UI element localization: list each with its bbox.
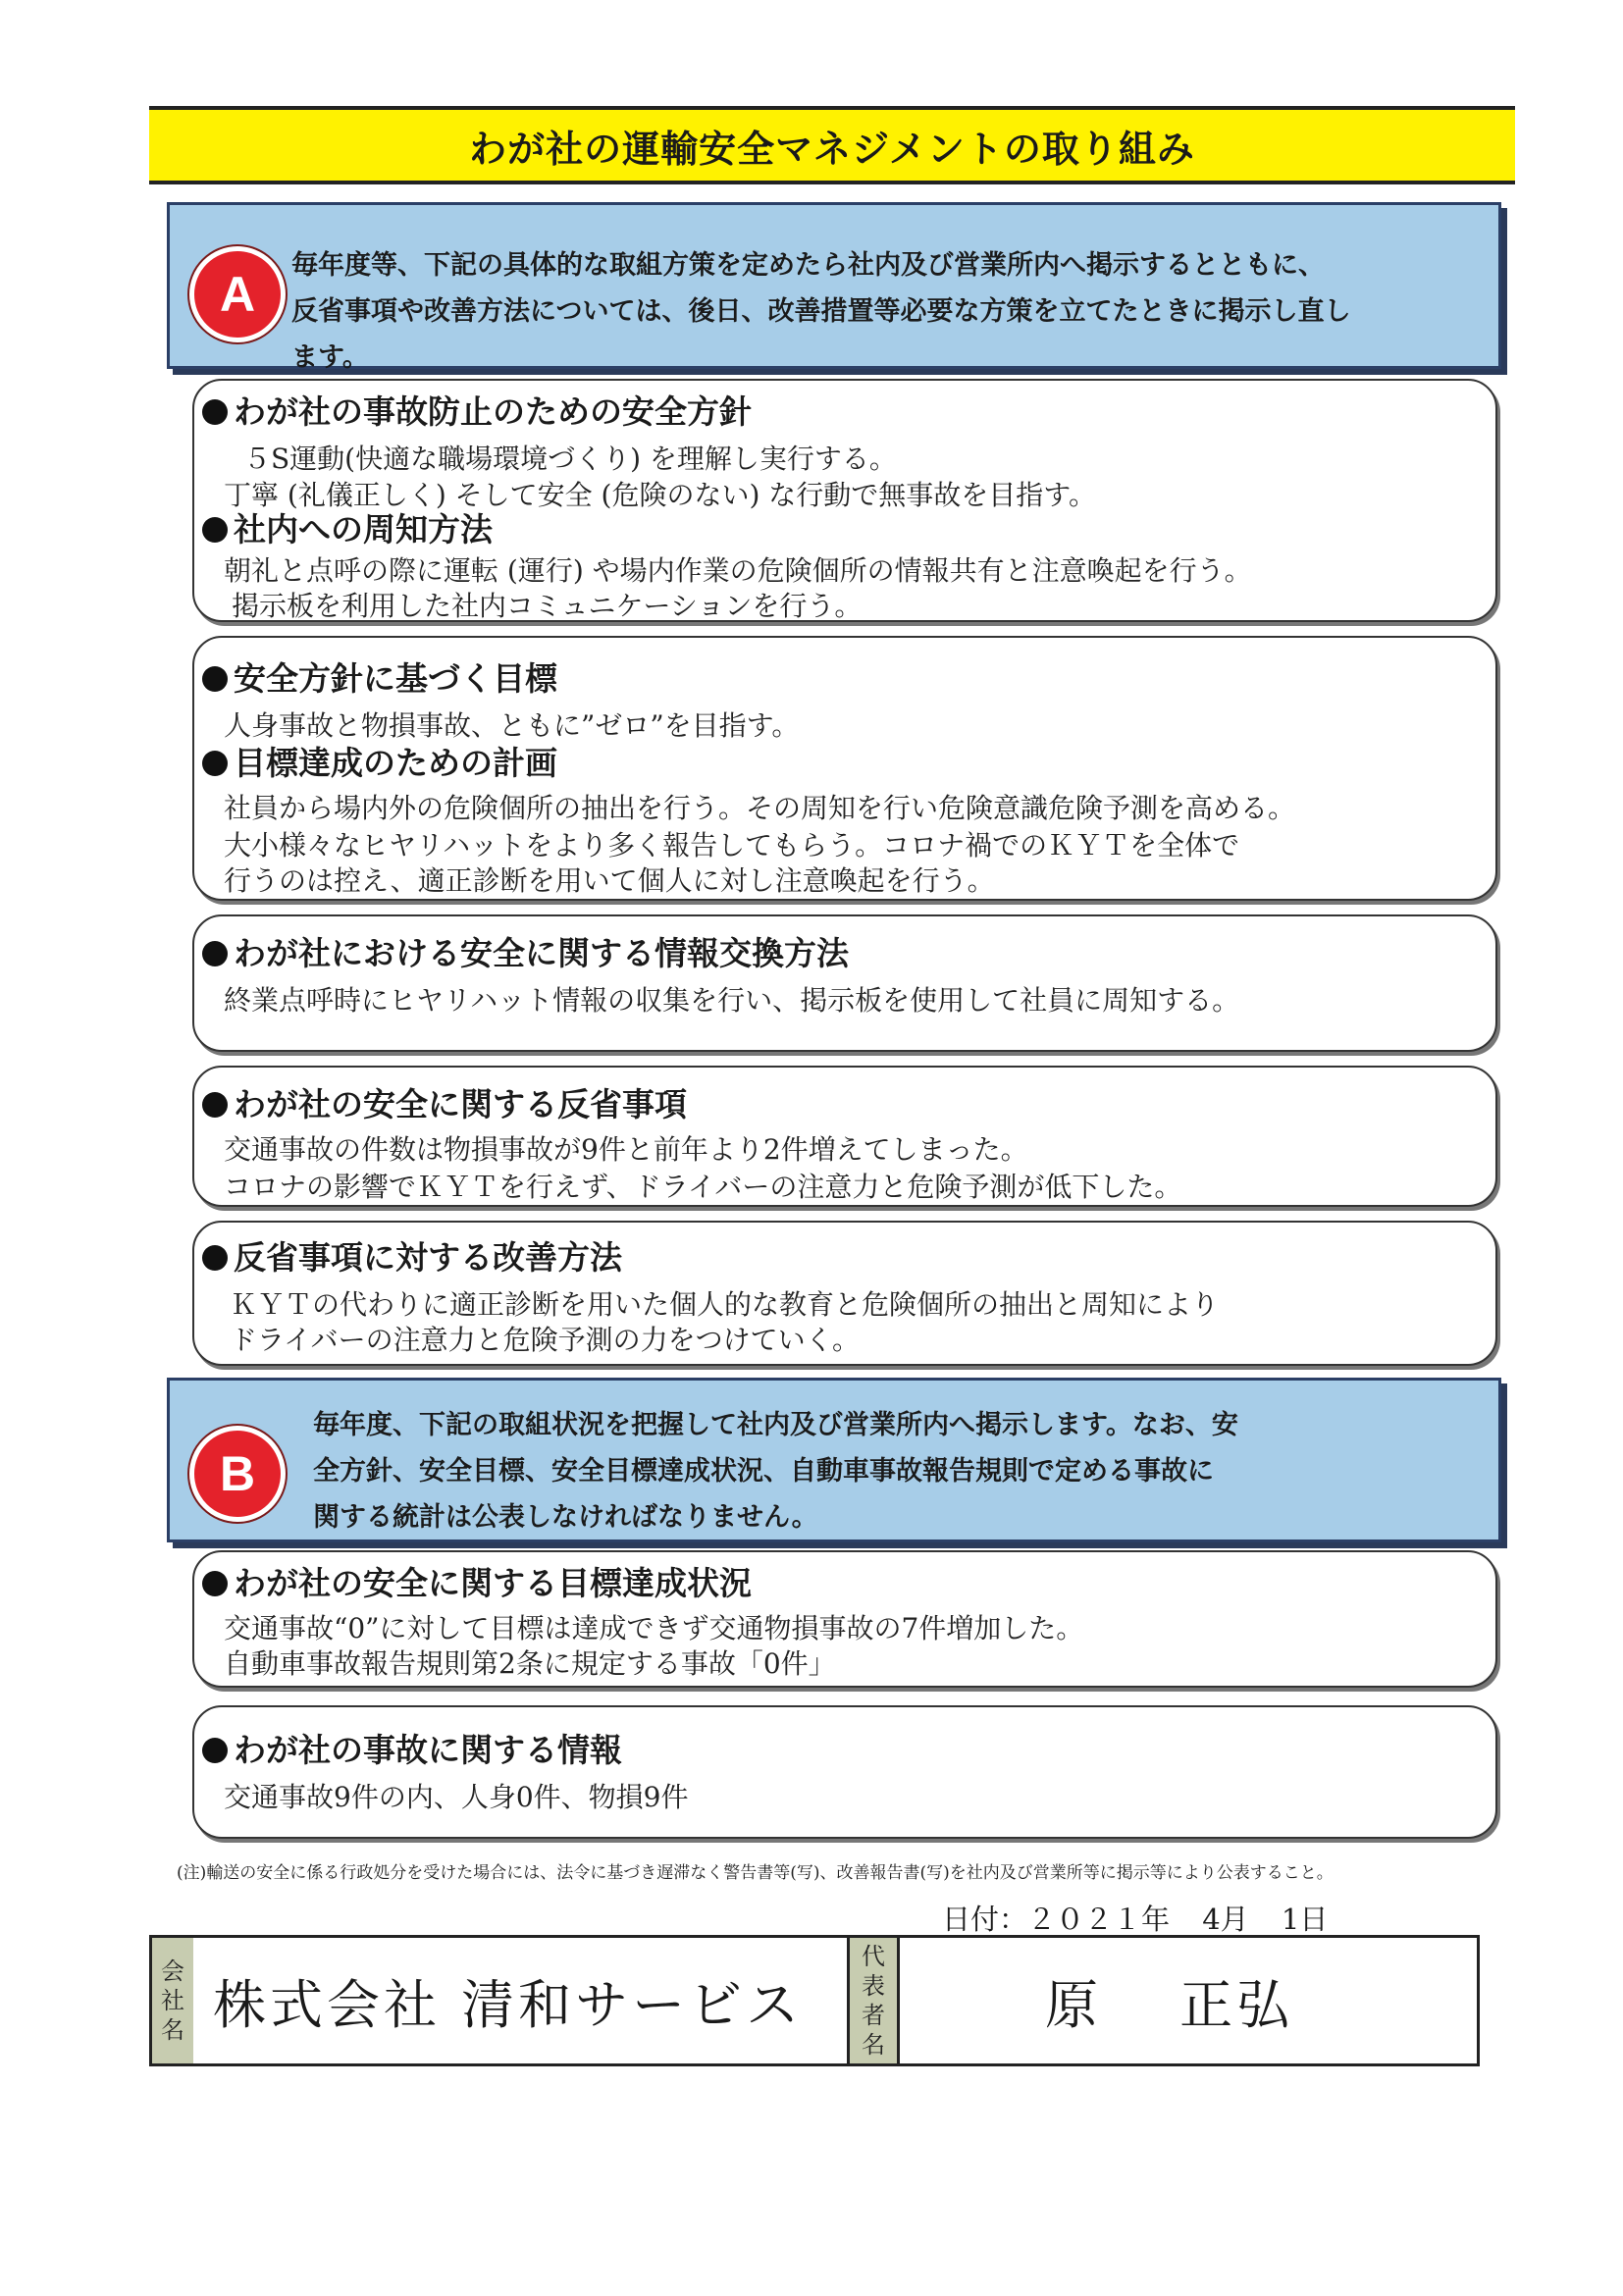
body-text: 自動車事故報告規則第2条に規定する事故「0件」 — [224, 1647, 836, 1680]
info-box-b-line: 全方針、安全目標、安全目標達成状況、自動車事故報告規則で定める事故に — [313, 1456, 1214, 1487]
date-month: 4月 — [1202, 1903, 1249, 1936]
info-box-b-line: 関する統計は公表しなければなりません。 — [313, 1502, 818, 1533]
badge-b-icon: B — [189, 1426, 286, 1522]
representative-label: 代 表 者 名 — [847, 1938, 900, 2063]
body-text: ドライバーの注意力と危険予測の力をつけていく。 — [230, 1324, 861, 1356]
body-text: 交通事故の件数は物損事故が9件と前年より2件増えてしまった。 — [224, 1133, 1028, 1166]
bullet-icon — [202, 1092, 228, 1118]
bullet-icon — [202, 941, 228, 966]
bullet-icon — [202, 1245, 228, 1271]
section-heading: 目標達成のための計画 — [202, 738, 557, 784]
info-box-a — [167, 202, 1501, 373]
body-text: 大小様々なヒヤリハットをより多く報告してもらう。コロナ禍でのＫＹＴを全体で — [224, 829, 1240, 861]
section-heading: わが社の事故に関する情報 — [202, 1725, 622, 1771]
body-text: 行うのは控え、適正診断を用いて個人に対し注意喚起を行う。 — [224, 864, 995, 897]
date-day: 1日 — [1281, 1903, 1329, 1936]
info-box-a-line: 毎年度等、下記の具体的な取組方策を定めたら社内及び営業所内へ掲示するとともに、 — [291, 250, 1325, 281]
info-exchange-panel — [192, 914, 1497, 1052]
section-heading: わが社の事故防止のための安全方針 — [202, 387, 752, 433]
body-text: ５S運動(快適な職場環境づくり) を理解し実行する。 — [243, 443, 897, 475]
info-box-b-line: 毎年度、下記の取組状況を把握して社内及び営業所内へ掲示します。なお、安 — [313, 1410, 1238, 1440]
date-year: 日付：２０２１年 — [942, 1903, 1171, 1936]
body-text: 丁寧 (礼儀正しく) そして安全 (危険のない) な行動で無事故を目指す。 — [224, 479, 1097, 511]
section-heading: わが社における安全に関する情報交換方法 — [202, 928, 849, 974]
badge-a-icon: A — [189, 246, 286, 342]
body-text: 朝礼と点呼の際に運転 (運行) や場内作業の危険個所の情報共有と注意喚起を行う。 — [224, 554, 1252, 587]
section-heading: わが社の安全に関する反省事項 — [202, 1079, 687, 1125]
body-text: ＫＹＴの代わりに適正診断を用いた個人的な教育と危険個所の抽出と周知により — [230, 1288, 1220, 1321]
bullet-icon — [202, 399, 228, 425]
body-text: 交通事故“0”に対して目標は達成できず交通物損事故の7件増加した。 — [224, 1612, 1084, 1644]
bullet-icon — [202, 1738, 228, 1763]
company-label: 会 社 名 — [152, 1938, 193, 2063]
bullet-icon — [202, 751, 228, 776]
representative-name: 原 正弘 — [1045, 1973, 1294, 2036]
improvement-panel — [192, 1221, 1497, 1366]
section-heading: 社内への周知方法 — [202, 504, 493, 550]
page-title: わが社の運輸安全マネジメントの取り組み — [469, 127, 1195, 171]
info-box-b — [167, 1378, 1501, 1542]
info-box-a-line: ます。 — [291, 342, 369, 373]
info-box-a-line: 反省事項や改善方法については、後日、改善措置等必要な方策を立てたときに掲示し直し — [291, 296, 1351, 327]
body-text: 社員から場内外の危険個所の抽出を行う。その周知を行い危険意識危険予測を高める。 — [224, 792, 1296, 824]
safety-policy-panel — [192, 379, 1497, 622]
body-text: 終業点呼時にヒヤリハット情報の収集を行い、掲示板を使用して社員に周知する。 — [224, 984, 1240, 1017]
reflection-panel — [192, 1066, 1497, 1207]
accident-info-panel — [192, 1705, 1497, 1839]
body-text: 掲示板を利用した社内コミュニケーションを行う。 — [232, 590, 863, 622]
body-text: 人身事故と物損事故、ともに”ゼロ”を目指す。 — [224, 709, 800, 742]
bullet-icon — [202, 666, 228, 692]
info-box-b-text — [313, 1402, 1238, 1540]
company-name: 株式会社 清和サービス — [213, 1973, 804, 2036]
section-heading: 反省事項に対する改善方法 — [202, 1232, 622, 1278]
body-text: コロナの影響でＫＹＴを行えず、ドライバーの注意力と危険予測が低下した。 — [224, 1171, 1182, 1203]
title-banner — [149, 106, 1515, 184]
section-heading: 安全方針に基づく目標 — [202, 653, 557, 700]
signature-table — [149, 1935, 1480, 2066]
bullet-icon — [202, 517, 228, 543]
info-box-a-text — [291, 242, 1350, 381]
bullet-icon — [202, 1571, 228, 1596]
body-text: 交通事故9件の内、人身0件、物損9件 — [224, 1781, 689, 1813]
section-heading: わが社の安全に関する目標達成状況 — [202, 1558, 752, 1604]
goal-status-panel — [192, 1550, 1497, 1688]
safety-goal-panel — [192, 636, 1497, 901]
footnote: (注)輸送の安全に係る行政処分を受けた場合には、法令に基づき遅滞なく警告書等(写)、改善報告書(写)を社内及び営業所等に掲示等により公表すること。 — [177, 1863, 1334, 1883]
date-line — [942, 1898, 1351, 1938]
